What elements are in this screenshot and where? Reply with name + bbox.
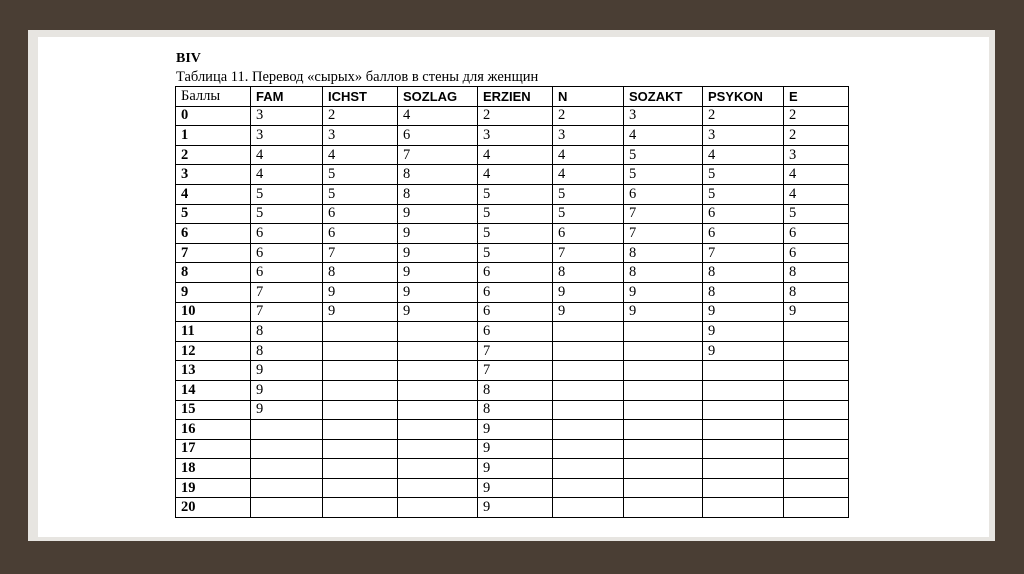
- table-cell: [703, 361, 784, 381]
- table-cell: 9: [478, 478, 553, 498]
- table-cell: 9: [323, 282, 398, 302]
- table-cell: 8: [478, 380, 553, 400]
- table-cell: 3: [703, 126, 784, 146]
- table-cell: 9: [398, 263, 478, 283]
- table-cell: 5: [323, 165, 398, 185]
- table-cell: 9: [251, 361, 323, 381]
- table-cell: 8: [478, 400, 553, 420]
- table-cell: 6: [478, 302, 553, 322]
- row-score-label: 3: [176, 165, 251, 185]
- table-cell: 6: [624, 184, 703, 204]
- table-cell: 5: [251, 184, 323, 204]
- table-cell: [323, 380, 398, 400]
- table-cell: 6: [478, 322, 553, 342]
- table-cell: [398, 380, 478, 400]
- table-cell: 9: [553, 282, 624, 302]
- table-cell: 8: [784, 263, 849, 283]
- row-score-label: 20: [176, 498, 251, 518]
- column-header-n: N: [553, 87, 624, 107]
- table-row: [176, 263, 849, 283]
- table-row: [176, 459, 849, 479]
- table-cell: 6: [784, 224, 849, 244]
- table-cell: 4: [323, 145, 398, 165]
- table-row: [176, 184, 849, 204]
- table-cell: [553, 400, 624, 420]
- table-cell: 7: [323, 243, 398, 263]
- table-cell: [624, 420, 703, 440]
- row-score-label: 9: [176, 282, 251, 302]
- table-cell: 9: [784, 302, 849, 322]
- table-cell: 6: [251, 263, 323, 283]
- table-header-row: [176, 87, 849, 107]
- table-cell: 5: [553, 184, 624, 204]
- table-cell: 5: [553, 204, 624, 224]
- table-cell: 3: [553, 126, 624, 146]
- table-cell: 8: [553, 263, 624, 283]
- table-cell: [553, 459, 624, 479]
- table-cell: 5: [624, 145, 703, 165]
- table-cell: 5: [478, 184, 553, 204]
- table-cell: 6: [251, 224, 323, 244]
- row-score-label: 2: [176, 145, 251, 165]
- column-header-fam: FAM: [251, 87, 323, 107]
- table-cell: 6: [478, 263, 553, 283]
- table-cell: [398, 361, 478, 381]
- column-header-scores: Баллы: [176, 87, 251, 107]
- table-cell: 3: [251, 106, 323, 126]
- table-cell: [553, 380, 624, 400]
- table-cell: [784, 420, 849, 440]
- table-row: [176, 439, 849, 459]
- column-header-sozakt: SOZAKT: [624, 87, 703, 107]
- conversion-table: [175, 86, 849, 518]
- row-score-label: 7: [176, 243, 251, 263]
- table-cell: 8: [703, 263, 784, 283]
- table-cell: 4: [703, 145, 784, 165]
- column-header-erzien: ERZIEN: [478, 87, 553, 107]
- table-cell: 9: [251, 400, 323, 420]
- document-code: BIV: [176, 51, 201, 66]
- table-cell: 7: [624, 224, 703, 244]
- table-cell: [398, 478, 478, 498]
- table-cell: 4: [624, 126, 703, 146]
- table-cell: [323, 322, 398, 342]
- table-cell: 9: [624, 282, 703, 302]
- table-cell: [398, 459, 478, 479]
- table-cell: [323, 420, 398, 440]
- table-cell: 6: [703, 204, 784, 224]
- table-cell: 6: [478, 282, 553, 302]
- table-cell: 9: [478, 459, 553, 479]
- table-cell: 7: [251, 302, 323, 322]
- table-cell: [784, 459, 849, 479]
- table-cell: 7: [703, 243, 784, 263]
- table-cell: 9: [703, 322, 784, 342]
- row-score-label: 16: [176, 420, 251, 440]
- table-cell: [398, 420, 478, 440]
- table-row: [176, 478, 849, 498]
- document-content: [175, 50, 849, 518]
- table-cell: 9: [398, 302, 478, 322]
- table-row: [176, 341, 849, 361]
- table-cell: 5: [784, 204, 849, 224]
- table-cell: 8: [624, 263, 703, 283]
- table-cell: 2: [703, 106, 784, 126]
- table-cell: 8: [784, 282, 849, 302]
- table-cell: [703, 439, 784, 459]
- table-cell: 2: [553, 106, 624, 126]
- row-score-label: 5: [176, 204, 251, 224]
- table-cell: [323, 459, 398, 479]
- table-cell: [784, 478, 849, 498]
- table-cell: [398, 322, 478, 342]
- table-cell: 9: [398, 243, 478, 263]
- table-row: [176, 400, 849, 420]
- table-cell: 8: [398, 165, 478, 185]
- table-row: [176, 243, 849, 263]
- row-score-label: 10: [176, 302, 251, 322]
- table-cell: [624, 459, 703, 479]
- table-cell: [703, 478, 784, 498]
- table-row: [176, 145, 849, 165]
- table-cell: [703, 420, 784, 440]
- table-cell: 9: [478, 498, 553, 518]
- table-cell: 3: [784, 145, 849, 165]
- table-cell: [784, 361, 849, 381]
- table-cell: 9: [323, 302, 398, 322]
- column-header-sozlag: SOZLAG: [398, 87, 478, 107]
- table-cell: [323, 341, 398, 361]
- table-cell: 5: [478, 243, 553, 263]
- table-row: [176, 361, 849, 381]
- table-cell: 6: [553, 224, 624, 244]
- table-cell: [703, 400, 784, 420]
- table-cell: 7: [478, 361, 553, 381]
- table-cell: [251, 478, 323, 498]
- table-cell: 9: [478, 439, 553, 459]
- table-row: [176, 126, 849, 146]
- table-cell: [784, 341, 849, 361]
- table-cell: 3: [624, 106, 703, 126]
- row-score-label: 4: [176, 184, 251, 204]
- table-cell: [251, 420, 323, 440]
- row-score-label: 0: [176, 106, 251, 126]
- table-cell: 3: [478, 126, 553, 146]
- table-cell: 9: [398, 282, 478, 302]
- table-cell: 9: [398, 224, 478, 244]
- table-cell: [553, 361, 624, 381]
- table-cell: [398, 498, 478, 518]
- table-cell: [624, 400, 703, 420]
- column-header-e: E: [784, 87, 849, 107]
- table-cell: [398, 439, 478, 459]
- table-cell: 4: [251, 145, 323, 165]
- row-score-label: 1: [176, 126, 251, 146]
- table-row: [176, 165, 849, 185]
- table-cell: 8: [398, 184, 478, 204]
- table-row: [176, 380, 849, 400]
- row-score-label: 17: [176, 439, 251, 459]
- table-row: [176, 224, 849, 244]
- table-cell: [624, 478, 703, 498]
- row-score-label: 8: [176, 263, 251, 283]
- row-score-label: 13: [176, 361, 251, 381]
- table-cell: 5: [478, 224, 553, 244]
- table-row: [176, 204, 849, 224]
- table-cell: [553, 420, 624, 440]
- table-cell: 6: [251, 243, 323, 263]
- table-cell: [323, 439, 398, 459]
- table-cell: [784, 380, 849, 400]
- table-cell: [553, 322, 624, 342]
- table-cell: 2: [784, 106, 849, 126]
- table-cell: 6: [398, 126, 478, 146]
- table-cell: [703, 459, 784, 479]
- table-row: [176, 106, 849, 126]
- table-cell: 6: [703, 224, 784, 244]
- table-cell: [624, 341, 703, 361]
- table-cell: 6: [784, 243, 849, 263]
- table-cell: [323, 400, 398, 420]
- table-cell: [784, 322, 849, 342]
- table-cell: [553, 478, 624, 498]
- table-cell: 9: [398, 204, 478, 224]
- table-cell: 8: [703, 282, 784, 302]
- table-cell: [251, 459, 323, 479]
- table-cell: [624, 322, 703, 342]
- table-row: [176, 420, 849, 440]
- table-cell: 5: [703, 184, 784, 204]
- table-cell: 4: [553, 165, 624, 185]
- table-row: [176, 322, 849, 342]
- table-cell: [323, 478, 398, 498]
- table-cell: 3: [251, 126, 323, 146]
- table-cell: 8: [251, 322, 323, 342]
- table-cell: [398, 400, 478, 420]
- table-cell: 9: [703, 341, 784, 361]
- table-cell: 4: [784, 165, 849, 185]
- table-cell: [398, 341, 478, 361]
- table-cell: [553, 439, 624, 459]
- table-cell: [703, 380, 784, 400]
- column-header-psykon: PSYKON: [703, 87, 784, 107]
- table-cell: [784, 400, 849, 420]
- table-cell: [703, 498, 784, 518]
- table-cell: 5: [703, 165, 784, 185]
- table-cell: 2: [323, 106, 398, 126]
- row-score-label: 14: [176, 380, 251, 400]
- table-cell: 9: [251, 380, 323, 400]
- table-cell: 9: [703, 302, 784, 322]
- row-score-label: 19: [176, 478, 251, 498]
- table-cell: 7: [553, 243, 624, 263]
- table-cell: [553, 498, 624, 518]
- table-cell: 5: [478, 204, 553, 224]
- row-score-label: 6: [176, 224, 251, 244]
- table-row: [176, 282, 849, 302]
- table-cell: [323, 498, 398, 518]
- row-score-label: 12: [176, 341, 251, 361]
- column-header-ichst: ICHST: [323, 87, 398, 107]
- table-cell: [251, 498, 323, 518]
- table-cell: [251, 439, 323, 459]
- table-cell: 7: [398, 145, 478, 165]
- table-caption: Таблица 11. Перевод «сырых» баллов в стены для женщин: [176, 69, 539, 85]
- table-row: [176, 498, 849, 518]
- table-cell: 8: [624, 243, 703, 263]
- table-cell: 2: [478, 106, 553, 126]
- table-cell: 4: [478, 165, 553, 185]
- table-cell: [784, 498, 849, 518]
- table-cell: 8: [323, 263, 398, 283]
- table-cell: [624, 380, 703, 400]
- table-cell: [323, 361, 398, 381]
- table-cell: 7: [251, 282, 323, 302]
- table-cell: [784, 439, 849, 459]
- table-cell: 7: [478, 341, 553, 361]
- table-cell: 4: [398, 106, 478, 126]
- row-score-label: 15: [176, 400, 251, 420]
- table-row: [176, 302, 849, 322]
- table-cell: 9: [478, 420, 553, 440]
- table-cell: 5: [624, 165, 703, 185]
- table-cell: 4: [478, 145, 553, 165]
- table-cell: [624, 361, 703, 381]
- table-cell: [553, 341, 624, 361]
- table-cell: 4: [784, 184, 849, 204]
- table-cell: [624, 439, 703, 459]
- table-cell: 2: [784, 126, 849, 146]
- row-score-label: 11: [176, 322, 251, 342]
- table-cell: 7: [624, 204, 703, 224]
- table-cell: 5: [251, 204, 323, 224]
- table-cell: 6: [323, 224, 398, 244]
- table-cell: 6: [323, 204, 398, 224]
- table-cell: [624, 498, 703, 518]
- table-cell: 4: [251, 165, 323, 185]
- table-cell: 9: [624, 302, 703, 322]
- table-cell: 4: [553, 145, 624, 165]
- row-score-label: 18: [176, 459, 251, 479]
- table-body: [176, 106, 849, 517]
- table-cell: 8: [251, 341, 323, 361]
- table-cell: 9: [553, 302, 624, 322]
- table-cell: 5: [323, 184, 398, 204]
- table-cell: 3: [323, 126, 398, 146]
